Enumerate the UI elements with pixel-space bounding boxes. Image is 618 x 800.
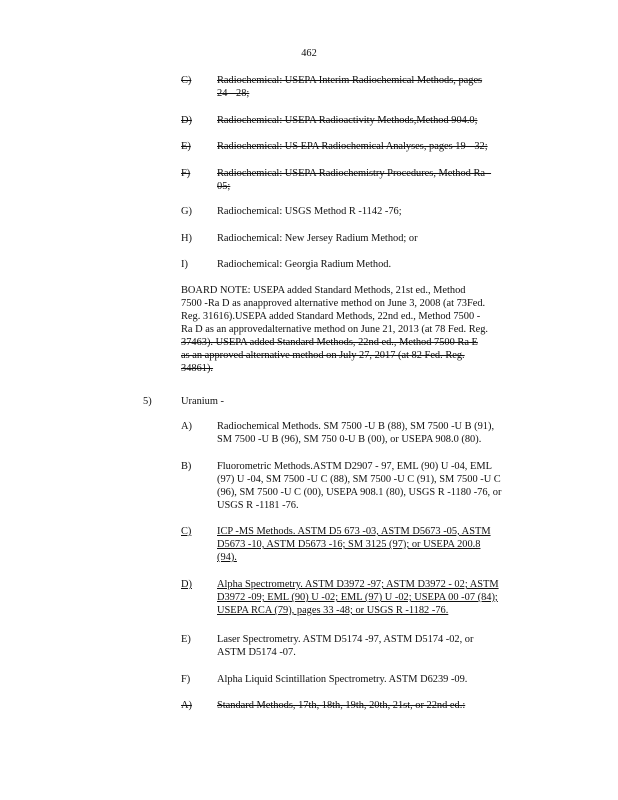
section-title: Uranium - [181,396,224,407]
uranium-method-text-line: Fluorometric Methods.ASTM D2907 - 97, EML (90) U -04, EML [217,461,492,472]
list-item-label: I) [181,259,188,270]
board-note-line: BOARD NOTE: USEPA added Standard Methods, 21st ed., Method [181,285,466,296]
list-item-label: G) [181,206,192,217]
uranium-method-text-line: Standard Methods, 17th, 18th, 19th, 20th, 21st, or 22nd ed.: [217,700,466,711]
uranium-method-label: B) [181,461,192,472]
uranium-method-text-line: USGS R -1181 -76. [217,500,299,511]
list-item-text-line: Radiochemical: New Jersey Radium Method; or [217,233,418,244]
uranium-method-text-line: Laser Spectrometry. ASTM D5174 -97, ASTM D5174 -02, or [217,634,474,645]
list-item-text-line: Radiochemical: USEPA Radioactivity Methods,Method 904.0; [217,115,478,126]
board-note-line: 34861). [181,363,214,374]
list-item-label: H) [181,233,192,244]
uranium-method-text-line: (94). [217,552,237,563]
uranium-method-text-line: SM 7500 -U B (96), SM 750 0-U B (00), or USEPA 908.0 (80). [217,434,482,445]
uranium-method-label: A) [181,421,192,432]
uranium-method-text-line: (96), SM 7500 -U C (00), USEPA 908.1 (80), USGS R -1180 -76, or [217,487,502,498]
uranium-method-label: D) [181,579,192,590]
uranium-method-label: F) [181,674,191,685]
board-note-line: 7500 -Ra D as anapproved alternative method on June 3, 2008 (at 73Fed. [181,298,486,309]
list-item-label: C) [181,75,192,86]
uranium-method-text-line: Alpha Liquid Scintillation Spectrometry. ASTM D6239 -09. [217,674,468,685]
uranium-method-label: E) [181,634,191,645]
uranium-method-text-line: (97) U -04, SM 7500 -U C (88), SM 7500 -U C (91), SM 7500 -U C [217,474,501,485]
uranium-method-text-line: D3972 -09; EML (90) U -02; EML (97) U -02; USEPA 00 -07 (84); [217,592,498,603]
board-note-line: Reg. 31616).USEPA added Standard Methods, 22nd ed., Method 7500 - [181,311,481,322]
uranium-method-text-line: D5673 -10, ASTM D5673 -16; SM 3125 (97); or USEPA 200.8 [217,539,481,550]
uranium-method-text-line: ASTM D5174 -07. [217,647,296,658]
list-item-text-line: 05; [217,181,231,192]
uranium-method-label: C) [181,526,192,537]
list-item-text-line: Radiochemical: USEPA Interim Radiochemical Methods, pages [217,75,483,86]
board-note-line: 37463). USEPA added Standard Methods, 22nd ed., Method 7500 Ra E [181,337,478,348]
list-item-label: E) [181,141,191,152]
list-item-label: D) [181,115,192,126]
board-note-line: as an approved alternative method on July 27, 2017 (at 82 Fed. Reg. [181,350,465,361]
page-number: 462 [301,48,317,59]
list-item-text-line: Radiochemical: US EPA Radiochemical Analyses, pages 19 - 32; [217,141,488,152]
list-item-text-line: 24 - 28; [217,88,250,99]
section-number: 5) [143,396,152,407]
uranium-method-text-line: Radiochemical Methods. SM 7500 -U B (88), SM 7500 -U B (91), [217,421,495,432]
list-item-text-line: Radiochemical: USEPA Radiochemistry Procedures, Method Ra - [217,168,492,179]
list-item-text-line: Radiochemical: USGS Method R -1142 -76; [217,206,402,217]
uranium-method-label: A) [181,700,192,711]
uranium-method-text-line: USEPA RCA (79), pages 33 -48; or USGS R -1182 -76. [217,605,449,616]
board-note-line: Ra D as an approvedalternative method on June 21, 2013 (at 78 Fed. Reg. [181,324,489,335]
uranium-method-text-line: ICP -MS Methods. ASTM D5 673 -03, ASTM D5673 -05, ASTM [217,526,491,537]
uranium-method-text-line: Alpha Spectrometry. ASTM D3972 -97; ASTM D3972 - 02; ASTM [217,579,499,590]
list-item-label: F) [181,168,191,179]
list-item-text-line: Radiochemical: Georgia Radium Method. [217,259,392,270]
